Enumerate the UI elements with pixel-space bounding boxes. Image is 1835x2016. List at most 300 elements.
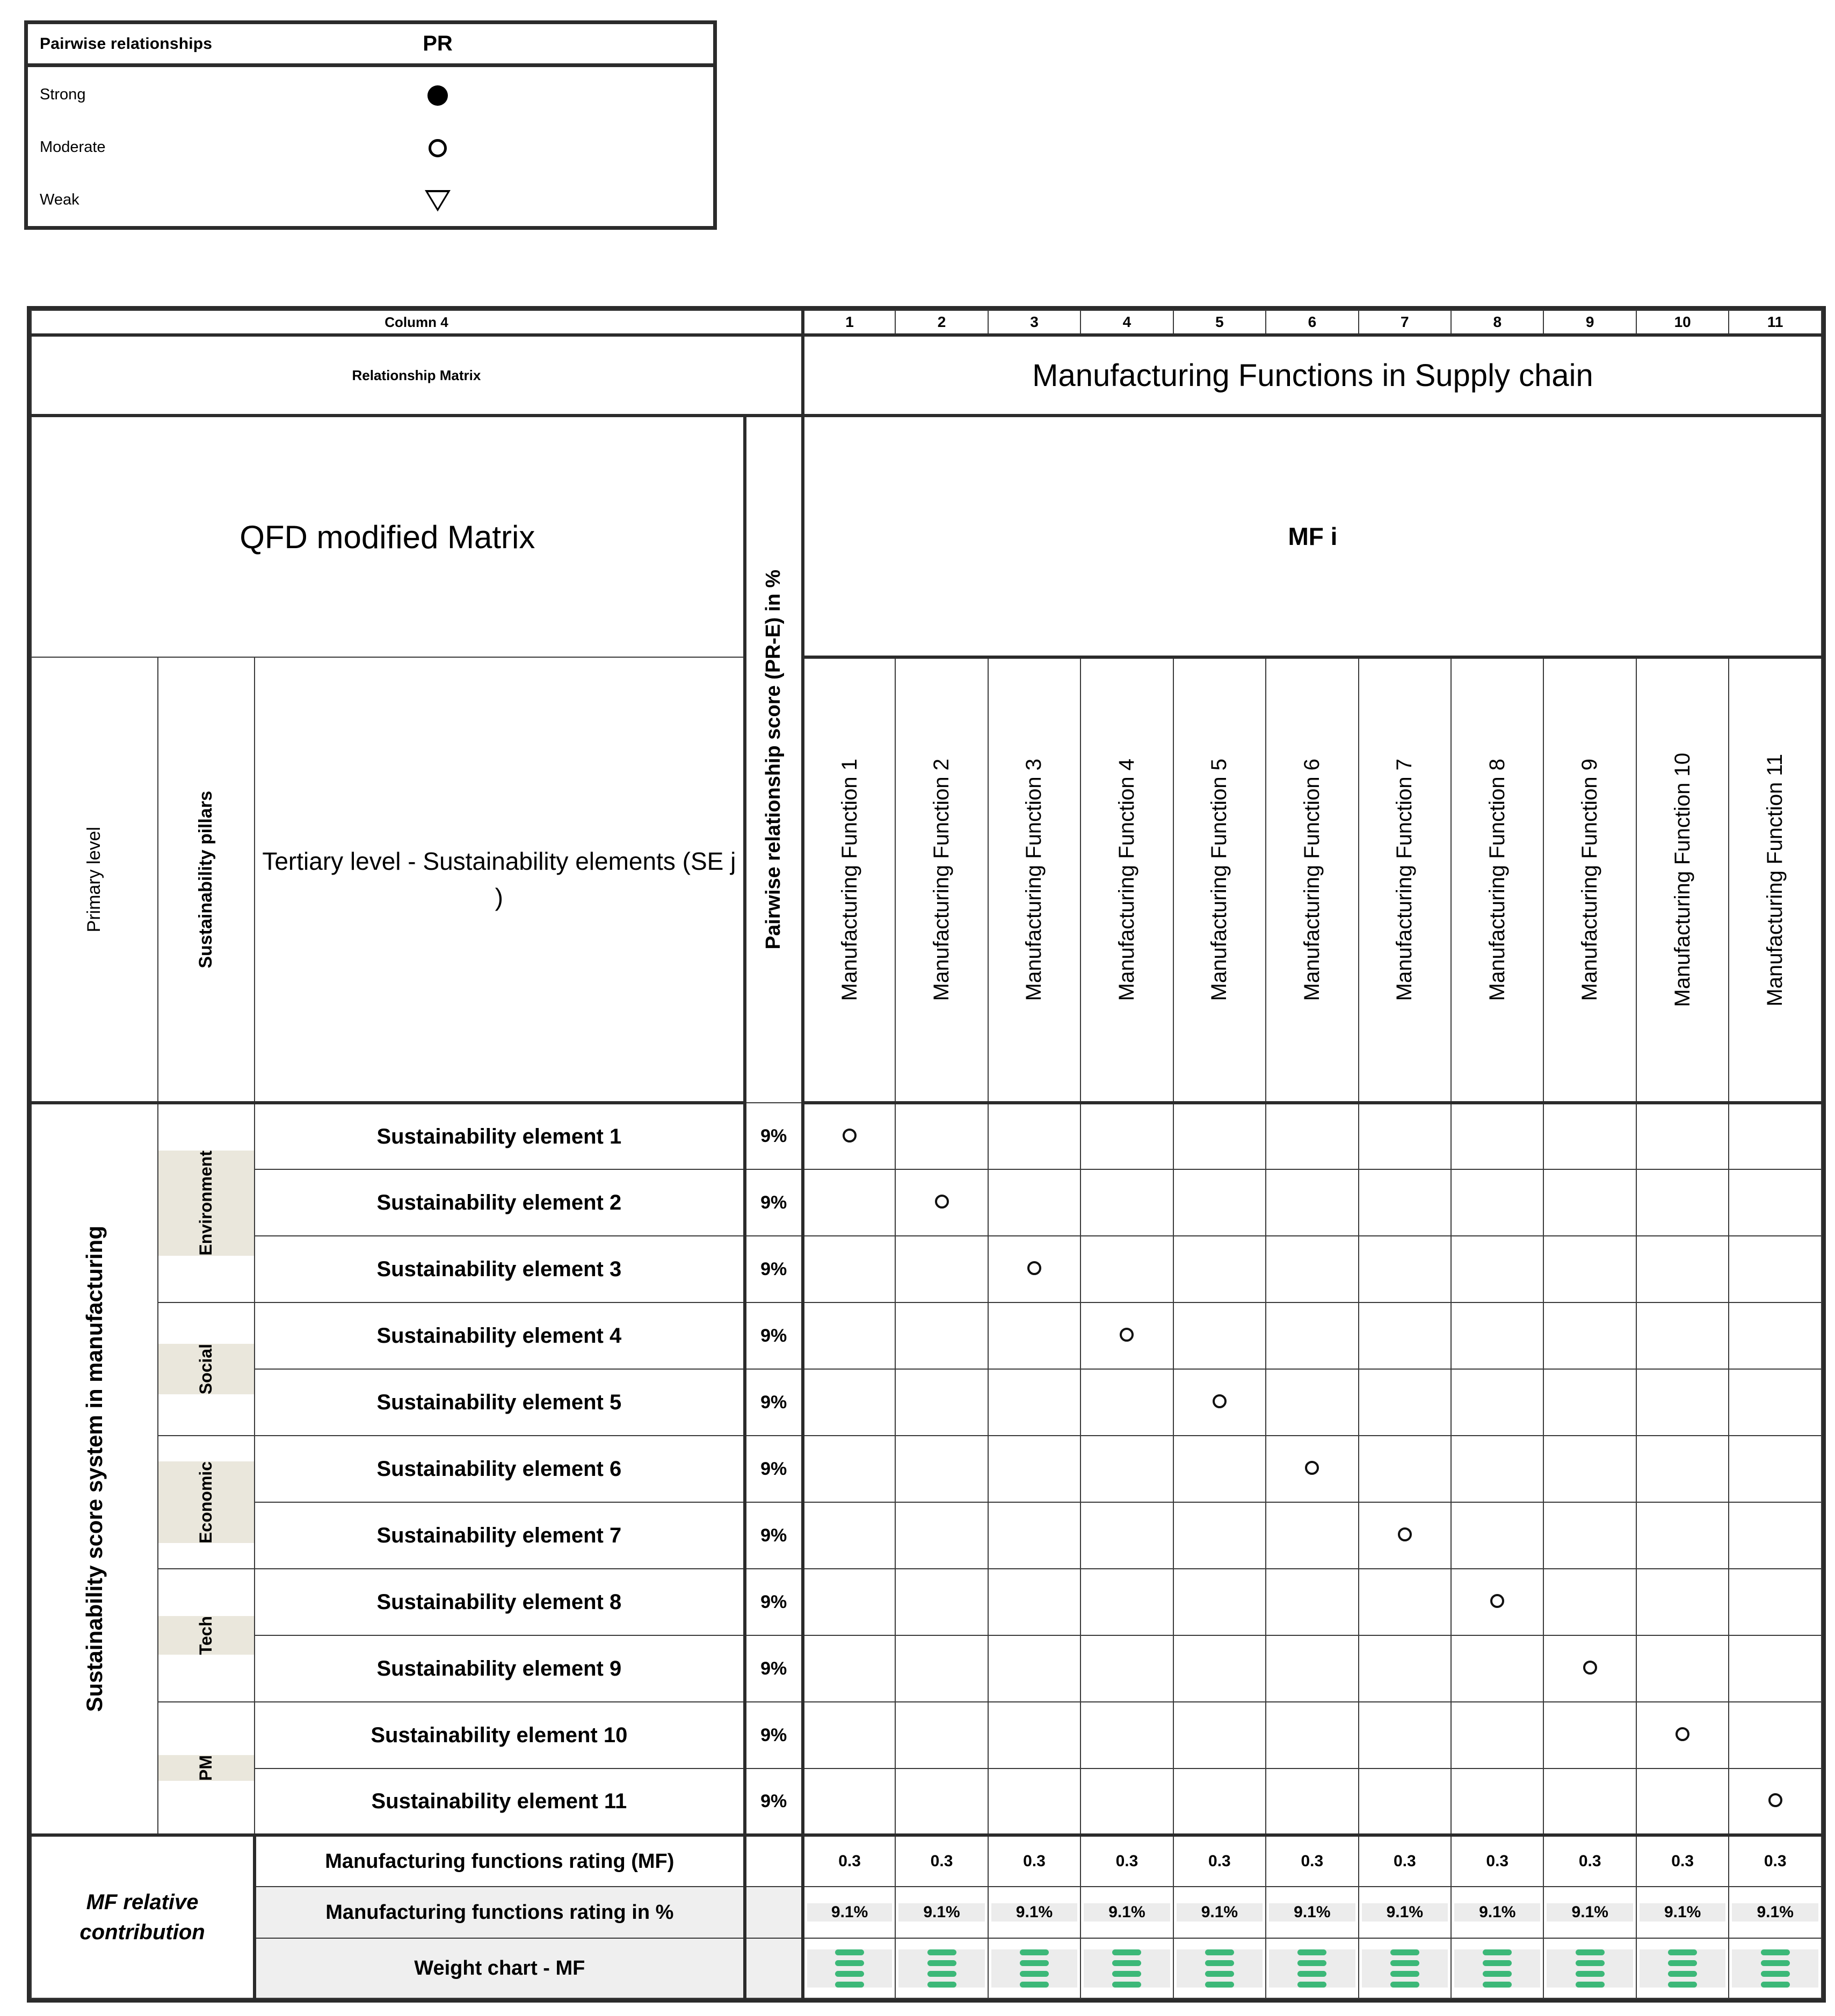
relationship-cell-r5-c10[interactable]: [1636, 1369, 1729, 1436]
mf-rating-pct-text-9: 9.1%: [1547, 1903, 1633, 1922]
pillar-cell-tech: [158, 1569, 255, 1702]
pre-score-value: 9%: [745, 1236, 803, 1302]
mf-rating-pct-text-8: 9.1%: [1454, 1903, 1540, 1922]
pre-score-value: 9%: [745, 1768, 803, 1835]
relationship-cell-r7-c4[interactable]: [1080, 1502, 1173, 1569]
mf-rating-value-3: 0.3: [988, 1835, 1080, 1887]
relationship-cell-r8-c1[interactable]: [803, 1569, 895, 1635]
table-row: [31, 1768, 1822, 1835]
relationship-cell-r11-c3[interactable]: [988, 1768, 1080, 1835]
mf-rating-pct-label: Manufacturing functions rating in %: [255, 1887, 744, 1938]
page-title: QFD modified Matrix: [31, 416, 745, 657]
mf-column-header-1: [803, 657, 895, 1103]
mf-rating-value-2: 0.3: [895, 1835, 988, 1887]
weight-chart-cell-10: [1636, 1938, 1729, 1998]
legend-title: Pairwise relationships: [40, 34, 213, 53]
weight-chart-inset-4: [1084, 1949, 1170, 1988]
pre-score-header: [745, 416, 803, 1103]
relationship-cell-r4-c4[interactable]: [1080, 1302, 1173, 1369]
weight-chart-cell-4: [1080, 1938, 1173, 1998]
mf-column-header-label-7: Manufacturing Function 7: [1392, 759, 1417, 1001]
primary-level-header: [31, 657, 158, 1103]
sustainability-element-name: Sustainability element 8: [255, 1569, 744, 1635]
relationship-cell-r9-c6[interactable]: [1266, 1635, 1358, 1702]
table-row: [31, 1302, 1822, 1369]
relationship-cell-r1-c8[interactable]: [1451, 1103, 1543, 1169]
primary-level-value-label: Sustainability score system in manufacturing: [81, 1226, 107, 1712]
pre-score-value: 9%: [745, 1635, 803, 1702]
pre-score-value: 9%: [745, 1702, 803, 1768]
relationship-cell-r10-c9[interactable]: [1543, 1702, 1636, 1768]
mf-rating-pct-text-4: 9.1%: [1084, 1903, 1170, 1922]
column-number-9: 9: [1543, 310, 1636, 335]
weight-chart-inset-11: [1732, 1949, 1818, 1988]
table-row: [31, 1103, 1822, 1169]
sustainability-element-name: Sustainability element 3: [255, 1236, 744, 1302]
legend-label-strong: Strong: [40, 85, 86, 103]
sustainability-element-name: Sustainability element 7: [255, 1502, 744, 1569]
relationship-cell-r3-c10[interactable]: [1636, 1236, 1729, 1302]
hollow-circle-icon: [1120, 1328, 1134, 1342]
relationship-cell-r1-c1[interactable]: [803, 1103, 895, 1169]
relationship-cell-r4-c11[interactable]: [1729, 1302, 1822, 1369]
relationship-cell-r7-c3[interactable]: [988, 1502, 1080, 1569]
relationship-cell-r1-c5[interactable]: [1173, 1103, 1266, 1169]
sustainability-element-name: Sustainability element 9: [255, 1635, 744, 1702]
weight-chart-cell-9: [1543, 1938, 1636, 1998]
column-number-7: 7: [1359, 310, 1451, 335]
pre-score-value: 9%: [745, 1502, 803, 1569]
relationship-cell-r5-c6[interactable]: [1266, 1369, 1358, 1436]
relationship-cell-r3-c8[interactable]: [1451, 1236, 1543, 1302]
relationship-cell-r10-c4[interactable]: [1080, 1702, 1173, 1768]
relationship-cell-r8-c7[interactable]: [1359, 1569, 1451, 1635]
hollow-circle-icon: [935, 1195, 949, 1209]
bar-chart-icon: [1668, 1949, 1697, 1988]
column-number-3: 3: [988, 310, 1080, 335]
relationship-cell-r1-c4[interactable]: [1080, 1103, 1173, 1169]
relationship-cell-r7-c2[interactable]: [895, 1502, 988, 1569]
mf-rating-pct-text-5: 9.1%: [1177, 1903, 1263, 1922]
legend-label-weak: Weak: [40, 191, 79, 208]
mf-rating-value-6: 0.3: [1266, 1835, 1358, 1887]
legend-symbol-cell-moderate: [28, 135, 713, 159]
hollow-circle-icon: [1490, 1594, 1504, 1608]
mf-column-header-6: [1266, 657, 1358, 1103]
relationship-cell-r5-c5[interactable]: [1173, 1369, 1266, 1436]
relationship-cell-r10-c8[interactable]: [1451, 1702, 1543, 1768]
relationship-cell-r8-c5[interactable]: [1173, 1569, 1266, 1635]
weight-chart-cell-5: [1173, 1938, 1266, 1998]
pillar-label-social: Social: [196, 1343, 216, 1395]
relationship-cell-r3-c7[interactable]: [1359, 1236, 1451, 1302]
weight-chart-inset-6: [1269, 1949, 1355, 1988]
relationship-cell-r1-c9[interactable]: [1543, 1103, 1636, 1169]
weight-chart-cell-1: [803, 1938, 895, 1998]
relationship-cell-r2-c3[interactable]: [988, 1169, 1080, 1236]
relationship-cell-r2-c8[interactable]: [1451, 1169, 1543, 1236]
mf-rating-spacer: [745, 1835, 803, 1887]
column-number-5: 5: [1173, 310, 1266, 335]
hollow-circle-icon: [1768, 1793, 1782, 1807]
mf-column-header-7: [1359, 657, 1451, 1103]
pre-score-value: 9%: [745, 1369, 803, 1436]
mf-column-header-8: [1451, 657, 1543, 1103]
legend-label-moderate: Moderate: [40, 138, 106, 156]
relationship-cell-r8-c10[interactable]: [1636, 1569, 1729, 1635]
mf-rating-pct-value-6: [1266, 1887, 1358, 1938]
pillar-label-tech: Tech: [196, 1615, 216, 1655]
bar-chart-icon: [1390, 1949, 1419, 1988]
relationship-cell-r11-c2[interactable]: [895, 1768, 988, 1835]
mf-column-header-label-2: Manufacturing Function 2: [930, 759, 954, 1001]
legend-row-weak: [28, 173, 713, 226]
relationship-cell-r4-c10[interactable]: [1636, 1302, 1729, 1369]
relationship-cell-r5-c3[interactable]: [988, 1369, 1080, 1436]
table-row: [31, 1635, 1822, 1702]
relationship-cell-r2-c11[interactable]: [1729, 1169, 1822, 1236]
relationship-cell-r6-c6[interactable]: [1266, 1436, 1358, 1502]
relationship-cell-r11-c6[interactable]: [1266, 1768, 1358, 1835]
relationship-cell-r7-c9[interactable]: [1543, 1502, 1636, 1569]
mf-rating-pct-text-6: 9.1%: [1269, 1903, 1355, 1922]
mf-rating-pct-text-3: 9.1%: [991, 1903, 1077, 1922]
relationship-cell-r6-c3[interactable]: [988, 1436, 1080, 1502]
table-row: [31, 1369, 1822, 1436]
footer-weight-chart-row: [31, 1938, 1822, 1998]
relationship-cell-r11-c1[interactable]: [803, 1768, 895, 1835]
mf-rating-value-1: 0.3: [803, 1835, 895, 1887]
relationship-cell-r9-c11[interactable]: [1729, 1635, 1822, 1702]
relationship-cell-r7-c6[interactable]: [1266, 1502, 1358, 1569]
relationship-cell-r2-c1[interactable]: [803, 1169, 895, 1236]
relationship-cell-r9-c9[interactable]: [1543, 1635, 1636, 1702]
mf-rating-pct-text-10: 9.1%: [1640, 1903, 1725, 1922]
table-row: [31, 1702, 1822, 1768]
relationship-cell-r6-c9[interactable]: [1543, 1436, 1636, 1502]
weight-chart-cell-8: [1451, 1938, 1543, 1998]
relationship-cell-r10-c2[interactable]: [895, 1702, 988, 1768]
pairwise-relationships-legend: [24, 20, 717, 230]
weight-chart-cell-3: [988, 1938, 1080, 1998]
relationship-cell-r9-c10[interactable]: [1636, 1635, 1729, 1702]
pre-score-value: 9%: [745, 1436, 803, 1502]
relationship-cell-r3-c11[interactable]: [1729, 1236, 1822, 1302]
mf-column-header-9: [1543, 657, 1636, 1103]
relationship-cell-r3-c9[interactable]: [1543, 1236, 1636, 1302]
column-index-row: [31, 310, 1822, 335]
legend-body: [28, 67, 713, 225]
relationship-cell-r8-c2[interactable]: [895, 1569, 988, 1635]
qfd-matrix-table: [31, 310, 1822, 1999]
pillar-label-economic: Economic: [196, 1461, 216, 1544]
relationship-cell-r11-c11[interactable]: [1729, 1768, 1822, 1835]
relationship-cell-r2-c6[interactable]: [1266, 1169, 1358, 1236]
sustainability-element-name: Sustainability element 10: [255, 1702, 744, 1768]
legend-symbol-cell-strong: [28, 83, 713, 106]
bar-chart-icon: [835, 1949, 864, 1988]
mf-column-header-5: [1173, 657, 1266, 1103]
legend-row-strong: [28, 68, 713, 121]
relationship-cell-r3-c4[interactable]: [1080, 1236, 1173, 1302]
relationship-cell-r2-c5[interactable]: [1173, 1169, 1266, 1236]
pre-score-value: 9%: [745, 1569, 803, 1635]
pre-score-value: 9%: [745, 1103, 803, 1169]
relationship-cell-r8-c6[interactable]: [1266, 1569, 1358, 1635]
pillar-cell-social: [158, 1302, 255, 1436]
relationship-cell-r11-c4[interactable]: [1080, 1768, 1173, 1835]
relationship-cell-r2-c7[interactable]: [1359, 1169, 1451, 1236]
relationship-cell-r2-c10[interactable]: [1636, 1169, 1729, 1236]
relationship-cell-r9-c1[interactable]: [803, 1635, 895, 1702]
mf-rating-value-8: 0.3: [1451, 1835, 1543, 1887]
weight-chart-spacer: [745, 1938, 803, 1998]
mf-rating-pct-value-8: [1451, 1887, 1543, 1938]
bar-chart-icon: [927, 1949, 956, 1988]
relationship-cell-r5-c1[interactable]: [803, 1369, 895, 1436]
mf-column-header-label-8: Manufacturing Function 8: [1485, 759, 1509, 1001]
hollow-circle-icon: [1583, 1661, 1597, 1675]
relationship-cell-r4-c5[interactable]: [1173, 1302, 1266, 1369]
mf-rating-value-4: 0.3: [1080, 1835, 1173, 1887]
relationship-cell-r6-c7[interactable]: [1359, 1436, 1451, 1502]
relationship-cell-r10-c11[interactable]: [1729, 1702, 1822, 1768]
bar-chart-icon: [1483, 1949, 1512, 1988]
pre-score-header-label: Pairwise relationship score (PR-E) in %: [762, 570, 785, 950]
relationship-cell-r10-c10[interactable]: [1636, 1702, 1729, 1768]
relationship-cell-r1-c11[interactable]: [1729, 1103, 1822, 1169]
relationship-cell-r5-c4[interactable]: [1080, 1369, 1173, 1436]
bar-chart-icon: [1297, 1949, 1326, 1988]
mf-i-band: MF i: [803, 416, 1822, 657]
relationship-cell-r11-c7[interactable]: [1359, 1768, 1451, 1835]
relationship-cell-r2-c9[interactable]: [1543, 1169, 1636, 1236]
relationship-cell-r6-c8[interactable]: [1451, 1436, 1543, 1502]
mf-rating-pct-value-3: [988, 1887, 1080, 1938]
weight-chart-inset-3: [991, 1949, 1077, 1988]
weight-chart-inset-9: [1547, 1949, 1633, 1988]
relationship-cell-r8-c9[interactable]: [1543, 1569, 1636, 1635]
relationship-cell-r4-c8[interactable]: [1451, 1302, 1543, 1369]
relationship-cell-r1-c3[interactable]: [988, 1103, 1080, 1169]
sustainability-element-name: Sustainability element 4: [255, 1302, 744, 1369]
relationship-cell-r6-c11[interactable]: [1729, 1436, 1822, 1502]
column-tag: Column 4: [31, 310, 803, 335]
qfd-title-row: [31, 416, 1822, 657]
table-row: [31, 1569, 1822, 1635]
pre-score-value: 9%: [745, 1302, 803, 1369]
weight-chart-cell-7: [1359, 1938, 1451, 1998]
bar-chart-icon: [1576, 1949, 1605, 1988]
relationship-cell-r3-c6[interactable]: [1266, 1236, 1358, 1302]
pre-score-value: 9%: [745, 1169, 803, 1236]
mf-rating-pct-value-11: [1729, 1887, 1822, 1938]
mf-column-header-label-6: Manufacturing Function 6: [1300, 759, 1324, 1001]
legend-symbol-cell-weak: [28, 188, 713, 212]
sustainability-pillars-header-label: Sustainability pillars: [195, 790, 216, 969]
mf-column-header-label-10: Manufacturing Function 10: [1670, 753, 1694, 1007]
primary-level-header-label: Primary level: [84, 826, 105, 933]
table-row: [31, 1436, 1822, 1502]
mf-rating-value-9: 0.3: [1543, 1835, 1636, 1887]
sustainability-element-name: Sustainability element 1: [255, 1103, 744, 1169]
relationship-cell-r7-c10[interactable]: [1636, 1502, 1729, 1569]
bar-chart-icon: [1761, 1949, 1790, 1988]
relationship-cell-r1-c10[interactable]: [1636, 1103, 1729, 1169]
pillar-cell-environment: [158, 1103, 255, 1302]
column-number-10: 10: [1636, 310, 1729, 335]
manufacturing-functions-title: Manufacturing Functions in Supply chain: [803, 335, 1822, 416]
mf-rating-pct-value-7: [1359, 1887, 1451, 1938]
legend-row-moderate: [28, 121, 713, 173]
relationship-cell-r4-c1[interactable]: [803, 1302, 895, 1369]
hollow-circle-icon: [1676, 1727, 1689, 1741]
relationship-cell-r9-c8[interactable]: [1451, 1635, 1543, 1702]
mf-column-header-label-9: Manufacturing Function 9: [1578, 759, 1602, 1001]
weight-chart-inset-5: [1177, 1949, 1263, 1988]
pillar-label-pm: PM: [196, 1755, 216, 1781]
mf-rating-label: Manufacturing functions rating (MF): [255, 1835, 744, 1887]
relationship-cell-r6-c4[interactable]: [1080, 1436, 1173, 1502]
relationship-cell-r4-c2[interactable]: [895, 1302, 988, 1369]
table-row: [31, 1236, 1822, 1302]
relationship-cell-r2-c4[interactable]: [1080, 1169, 1173, 1236]
relationship-cell-r8-c11[interactable]: [1729, 1569, 1822, 1635]
down-triangle-icon: [425, 190, 451, 212]
relationship-cell-r8-c3[interactable]: [988, 1569, 1080, 1635]
relationship-cell-r3-c2[interactable]: [895, 1236, 988, 1302]
hollow-circle-icon: [843, 1129, 857, 1142]
mf-column-header-label-11: Manufacturing Function 11: [1763, 753, 1787, 1007]
footer-rating-row: [31, 1835, 1822, 1887]
relationship-cell-r7-c11[interactable]: [1729, 1502, 1822, 1569]
relationship-cell-r7-c5[interactable]: [1173, 1502, 1266, 1569]
relationship-cell-r5-c9[interactable]: [1543, 1369, 1636, 1436]
pillar-label-environment: Environment: [196, 1151, 216, 1256]
bar-chart-icon: [1205, 1949, 1234, 1988]
relationship-cell-r5-c2[interactable]: [895, 1369, 988, 1436]
relationship-cell-r2-c2[interactable]: [895, 1169, 988, 1236]
relationship-cell-r11-c8[interactable]: [1451, 1768, 1543, 1835]
legend-pr-abbrev: PR: [423, 32, 453, 55]
mf-rating-value-11: 0.3: [1729, 1835, 1822, 1887]
mf-column-header-11: [1729, 657, 1822, 1103]
weight-chart-inset-8: [1454, 1949, 1540, 1988]
mf-rating-pct-text-1: 9.1%: [807, 1903, 892, 1922]
hollow-circle-icon: [1027, 1261, 1041, 1275]
mf-rating-pct-text-7: 9.1%: [1362, 1903, 1448, 1922]
hollow-circle-icon: [1213, 1394, 1227, 1408]
relationship-cell-r1-c7[interactable]: [1359, 1103, 1451, 1169]
weight-chart-inset-7: [1362, 1949, 1448, 1988]
relationship-cell-r11-c5[interactable]: [1173, 1768, 1266, 1835]
relationship-cell-r1-c6[interactable]: [1266, 1103, 1358, 1169]
relationship-cell-r4-c7[interactable]: [1359, 1302, 1451, 1369]
pillar-cell-economic: [158, 1436, 255, 1569]
relationship-cell-r5-c11[interactable]: [1729, 1369, 1822, 1436]
mf-column-header-label-1: Manufacturing Function 1: [837, 759, 861, 1001]
relationship-cell-r10-c1[interactable]: [803, 1702, 895, 1768]
relationship-cell-r4-c6[interactable]: [1266, 1302, 1358, 1369]
relationship-cell-r7-c7[interactable]: [1359, 1502, 1451, 1569]
relationship-cell-r7-c8[interactable]: [1451, 1502, 1543, 1569]
relationship-cell-r10-c3[interactable]: [988, 1702, 1080, 1768]
mf-rating-pct-value-2: [895, 1887, 988, 1938]
weight-chart-inset-2: [898, 1949, 984, 1988]
column-number-4: 4: [1080, 310, 1173, 335]
relationship-cell-r4-c9[interactable]: [1543, 1302, 1636, 1369]
column-number-6: 6: [1266, 310, 1358, 335]
sustainability-element-name: Sustainability element 5: [255, 1369, 744, 1436]
sustainability-element-name: Sustainability element 6: [255, 1436, 744, 1502]
weight-chart-inset-10: [1640, 1949, 1725, 1988]
relationship-cell-r1-c2[interactable]: [895, 1103, 988, 1169]
relationship-cell-r9-c5[interactable]: [1173, 1635, 1266, 1702]
relationship-cell-r9-c2[interactable]: [895, 1635, 988, 1702]
relationship-cell-r5-c7[interactable]: [1359, 1369, 1451, 1436]
mf-column-header-2: [895, 657, 988, 1103]
relationship-matrix-row: [31, 335, 1822, 416]
mf-rating-pct-text-2: 9.1%: [898, 1903, 984, 1922]
weight-chart-label: Weight chart - MF: [255, 1938, 744, 1998]
relationship-cell-r6-c5[interactable]: [1173, 1436, 1266, 1502]
relationship-cell-r10-c6[interactable]: [1266, 1702, 1358, 1768]
footer-rating-pct-row: [31, 1887, 1822, 1938]
mf-rating-pct-spacer: [745, 1887, 803, 1938]
mf-column-header-label-5: Manufacturing Function 5: [1207, 759, 1231, 1001]
mf-column-header-10: [1636, 657, 1729, 1103]
relationship-cell-r3-c5[interactable]: [1173, 1236, 1266, 1302]
relationship-cell-r7-c1[interactable]: [803, 1502, 895, 1569]
sustainability-pillars-header: [158, 657, 255, 1103]
mf-rating-value-5: 0.3: [1173, 1835, 1266, 1887]
relationship-cell-r6-c2[interactable]: [895, 1436, 988, 1502]
column-number-8: 8: [1451, 310, 1543, 335]
mf-rating-pct-value-4: [1080, 1887, 1173, 1938]
relationship-cell-r9-c7[interactable]: [1359, 1635, 1451, 1702]
column-number-2: 2: [895, 310, 988, 335]
relationship-cell-r5-c8[interactable]: [1451, 1369, 1543, 1436]
mf-rating-pct-value-10: [1636, 1887, 1729, 1938]
relationship-cell-r3-c1[interactable]: [803, 1236, 895, 1302]
relationship-cell-r11-c10[interactable]: [1636, 1768, 1729, 1835]
relationship-cell-r9-c3[interactable]: [988, 1635, 1080, 1702]
relationship-cell-r11-c9[interactable]: [1543, 1768, 1636, 1835]
relationship-matrix-label: Relationship Matrix: [31, 335, 803, 416]
relationship-cell-r10-c7[interactable]: [1359, 1702, 1451, 1768]
relationship-cell-r6-c10[interactable]: [1636, 1436, 1729, 1502]
relationship-cell-r8-c4[interactable]: [1080, 1569, 1173, 1635]
mf-column-header-4: [1080, 657, 1173, 1103]
mf-relative-contribution-label: MF relative contribution: [31, 1835, 255, 1998]
relationship-cell-r4-c3[interactable]: [988, 1302, 1080, 1369]
hollow-circle-icon: [1305, 1461, 1319, 1475]
relationship-cell-r6-c1[interactable]: [803, 1436, 895, 1502]
bar-chart-icon: [1112, 1949, 1141, 1988]
relationship-cell-r8-c8[interactable]: [1451, 1569, 1543, 1635]
mf-column-header-label-4: Manufacturing Function 4: [1114, 759, 1138, 1001]
relationship-cell-r10-c5[interactable]: [1173, 1702, 1266, 1768]
table-row: [31, 1502, 1822, 1569]
bar-chart-icon: [1020, 1949, 1049, 1988]
mf-rating-pct-value-9: [1543, 1887, 1636, 1938]
mf-rating-value-10: 0.3: [1636, 1835, 1729, 1887]
relationship-cell-r9-c4[interactable]: [1080, 1635, 1173, 1702]
primary-level-value: [31, 1103, 158, 1835]
sustainability-element-name: Sustainability element 2: [255, 1169, 744, 1236]
mf-rating-value-7: 0.3: [1359, 1835, 1451, 1887]
relationship-cell-r3-c3[interactable]: [988, 1236, 1080, 1302]
